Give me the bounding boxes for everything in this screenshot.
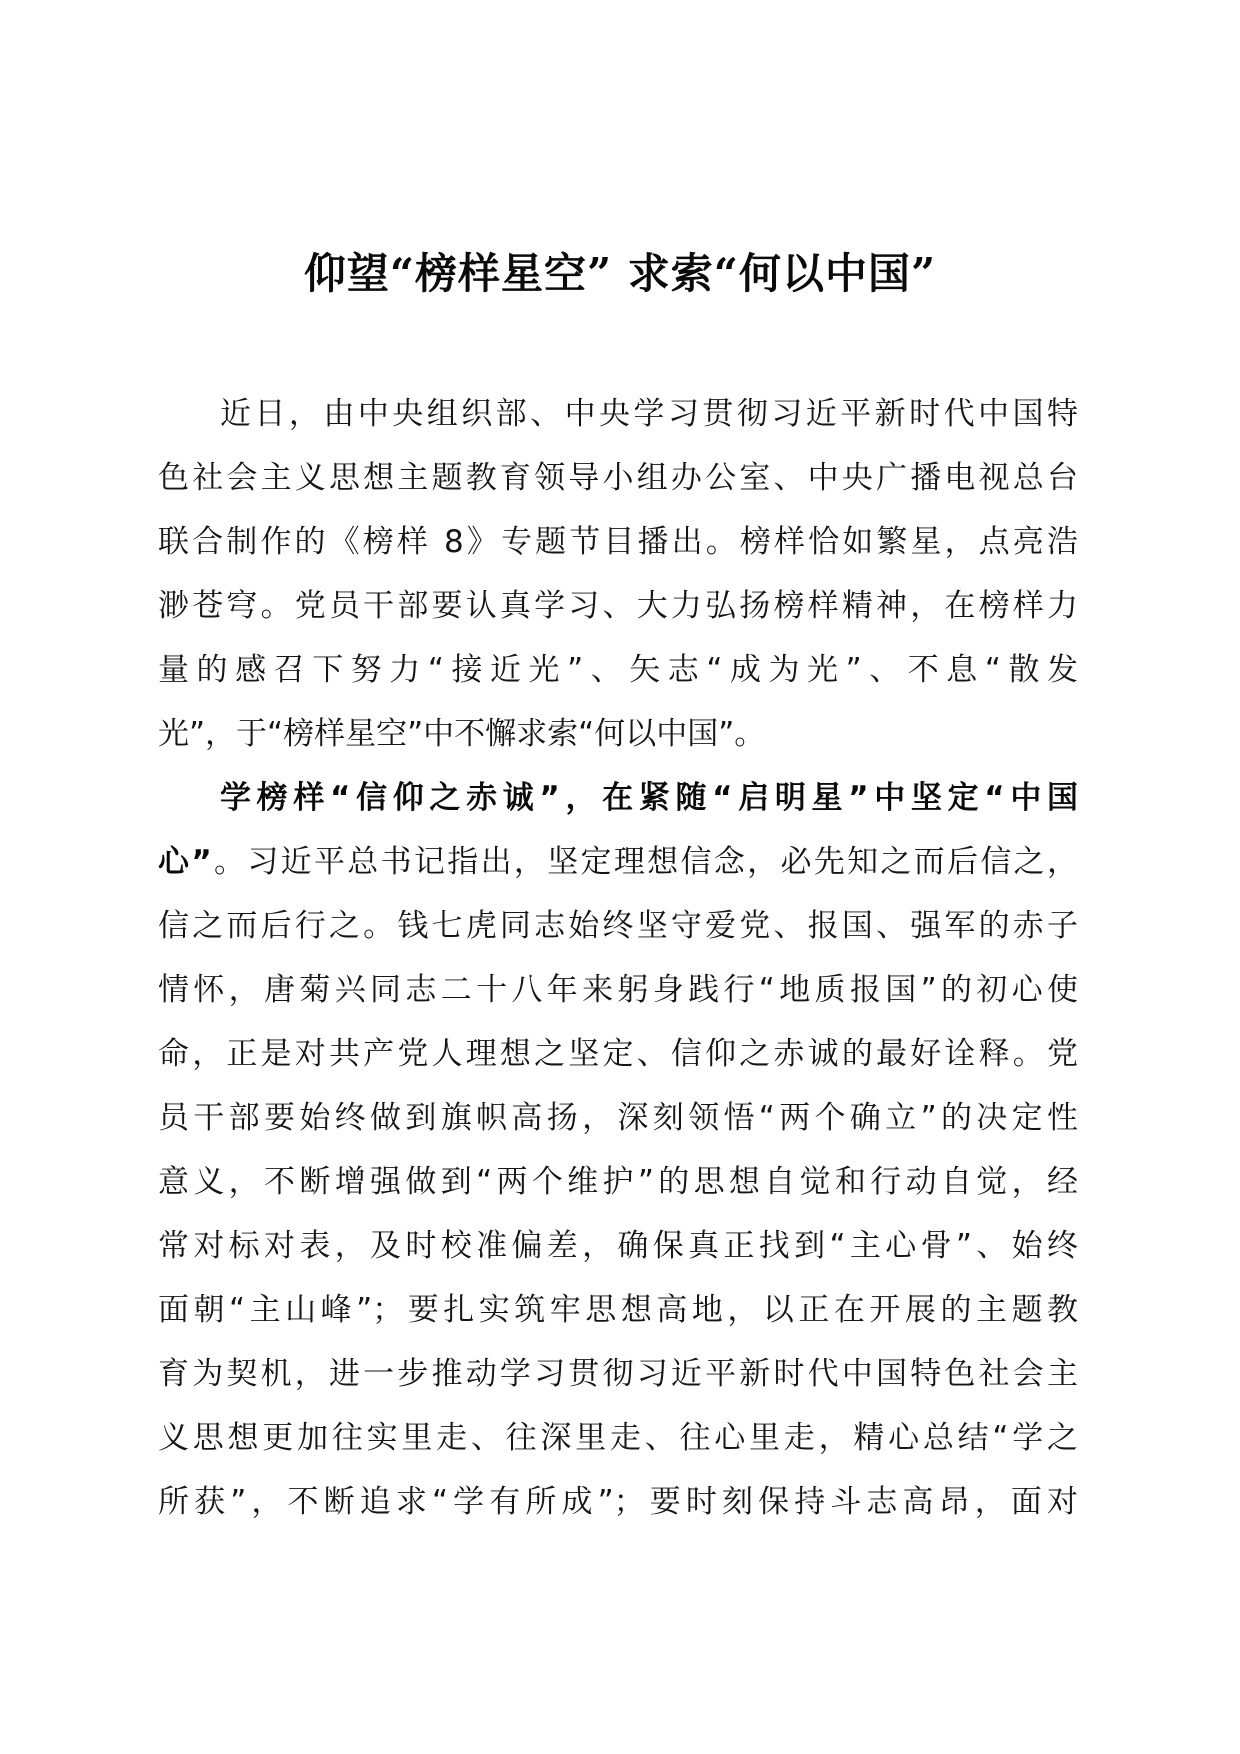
section-heading-tail: 心”	[158, 844, 212, 880]
paragraph-line-text: 。习近平总书记指出，坚定理想信念，必先知之而后信之，	[211, 844, 1079, 880]
paragraph-line: 联合制作的《榜样 8》专题节目播出。榜样恰如繁星，点亮浩	[158, 524, 1078, 560]
document-body	[158, 382, 1078, 1534]
paragraph-line: 信之而后行之。钱七虎同志始终坚守爱党、报国、强军的赤子	[158, 908, 1078, 944]
document-title: 仰望“榜样星空” 求索“何以中国”	[303, 249, 937, 298]
paragraph-line: 命，正是对共产党人理想之坚定、信仰之赤诚的最好诠释。党	[158, 1036, 1078, 1072]
section-heading-line: 学榜样“信仰之赤诚”，在紧随“启明星”中坚定“中国	[220, 780, 1078, 816]
paragraph-line: 育为契机，进一步推动学习贯彻习近平新时代中国特色社会主	[158, 1356, 1078, 1392]
paragraph-line: 义思想更加往实里走、往深里走、往心里走，精心总结“学之	[158, 1420, 1078, 1456]
paragraph-line	[158, 830, 1078, 894]
paragraph-line: 员干部要始终做到旗帜高扬，深刻领悟“两个确立”的决定性	[158, 1100, 1078, 1136]
paragraph-line: 近日，由中央组织部、中央学习贯彻习近平新时代中国特	[220, 396, 1078, 432]
paragraph-line: 意义，不断增强做到“两个维护”的思想自觉和行动自觉，经	[158, 1164, 1078, 1200]
paragraph-line: 常对标对表，及时校准偏差，确保真正找到“主心骨”、始终	[158, 1228, 1078, 1264]
paragraph-line: 色社会主义思想主题教育领导小组办公室、中央广播电视总台	[158, 460, 1078, 496]
paragraph-line: 渺苍穹。党员干部要认真学习、大力弘扬榜样精神，在榜样力	[158, 588, 1078, 624]
paragraph-line: 所获”，不断追求“学有所成”；要时刻保持斗志高昂，面对	[158, 1484, 1078, 1520]
paragraph-line: 情怀，唐菊兴同志二十八年来躬身践行“地质报国”的初心使	[158, 972, 1078, 1008]
paragraph-line: 光”，于“榜样星空”中不懈求索“何以中国”。	[158, 716, 766, 752]
paragraph-line: 面朝“主山峰”；要扎实筑牢思想高地，以正在开展的主题教	[158, 1292, 1078, 1328]
paragraph-line: 量的感召下努力“接近光”、矢志“成为光”、不息“散发	[158, 652, 1078, 688]
